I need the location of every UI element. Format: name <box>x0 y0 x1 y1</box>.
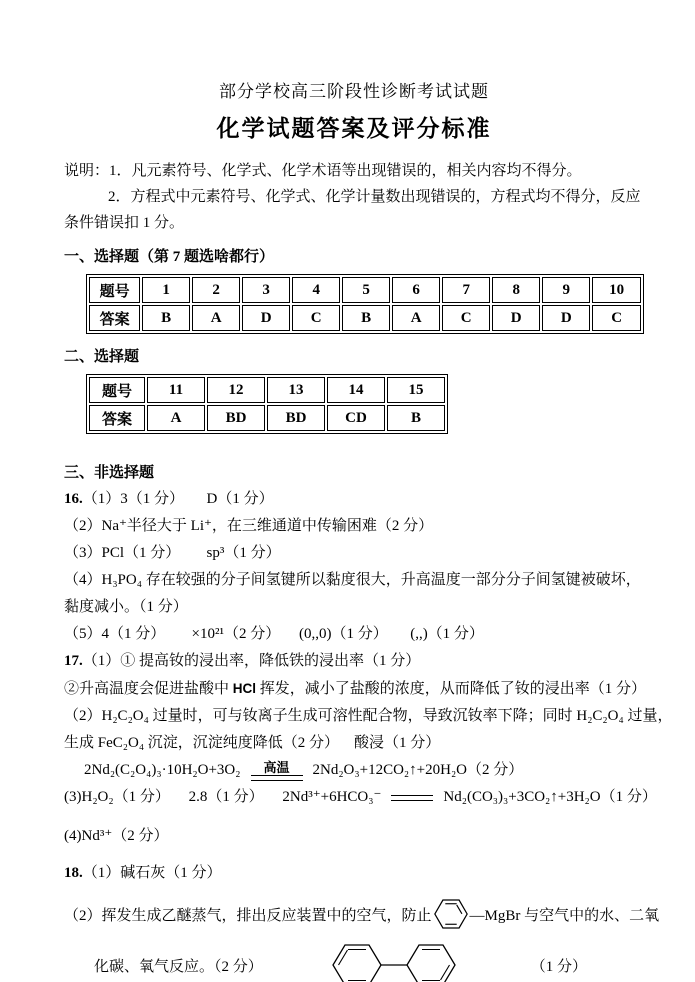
equals-double-line <box>391 795 433 801</box>
answer-cell: CD <box>327 405 385 431</box>
note-line-1: 说明：1．凡元素符号、化学式、化学术语等出现错误的，相关内容均不得分。 <box>64 163 582 179</box>
note-line-3: 条件错误扣 1 分。 <box>64 215 185 231</box>
q17-part-5a: (3)H₂O₂（1 分） 2.8（1 分） 2Nd³⁺+6HCO₃⁻ <box>64 789 382 805</box>
table-row <box>89 377 445 403</box>
section-1-heading: 一、选择题（第 7 题选啥都行） <box>64 249 275 265</box>
question-number-cell: 7 <box>442 277 490 303</box>
q17-part-2c: 挥发，减小了盐酸的浓度，从而降低了钕的浸出率（1 分） <box>256 681 647 697</box>
page-subtitle: 部分学校高三阶段性诊断考试试题 <box>219 82 489 101</box>
table-row <box>89 405 445 431</box>
section-3-heading: 三、非选择题 <box>64 465 155 481</box>
question-number-cell: 1 <box>142 277 190 303</box>
q17-equation-1 <box>64 757 644 784</box>
question-number-cell: 8 <box>492 277 540 303</box>
section-2-heading: 二、选择题 <box>64 349 140 365</box>
answer-cell: B <box>342 305 390 331</box>
answer-cell: A <box>147 405 205 431</box>
q17-line-1 <box>64 648 644 675</box>
note-line-2: 2．方程式中元素符号、化学式、化学计量数出现错误的，方程式均不得分，反应 <box>108 189 641 205</box>
answer-cell: B <box>142 305 190 331</box>
question-number-cell: 10 <box>592 277 641 303</box>
q16-number: 16. <box>64 491 83 507</box>
q18-part-1: （1）碱石灰（1 分） <box>82 865 222 881</box>
question-number-cell: 4 <box>292 277 340 303</box>
reaction-equals-line <box>251 775 303 781</box>
q16-line-1 <box>64 486 644 513</box>
q16-line-2: （2）Na⁺半径大于 Li⁺，在三维通道中传输困难（2 分） <box>64 518 434 534</box>
answer-table-1 <box>86 274 644 334</box>
answer-cell: A <box>392 305 440 331</box>
row-header-answer: 答案 <box>89 305 140 331</box>
question-16-block <box>64 486 644 648</box>
answer-cell: C <box>592 305 641 331</box>
answer-table-2 <box>86 374 448 434</box>
biphenyl-structure-icon <box>319 937 469 982</box>
q17-number: 17. <box>64 653 83 669</box>
answer-cell: C <box>292 305 340 331</box>
answer-cell: C <box>442 305 490 331</box>
question-18-block <box>64 860 660 982</box>
q17-part-2a: ②升高温度会促进盐酸中 <box>64 681 233 697</box>
q18-part-3b: （1 分） <box>530 958 588 975</box>
q17-hcl-formula: HCl <box>232 681 257 696</box>
equation-right-side: 2Nd₂O₃+12CO₂↑+20H₂O（2 分） <box>312 762 524 778</box>
question-number-cell: 15 <box>387 377 445 403</box>
question-number-cell: 2 <box>192 277 240 303</box>
question-number-cell: 3 <box>242 277 290 303</box>
question-17-block <box>64 648 673 850</box>
question-number-cell: 6 <box>392 277 440 303</box>
answer-cell: D <box>542 305 590 331</box>
answer-cell: BD <box>267 405 325 431</box>
q17-line-6: (4)Nd³⁺（2 分） <box>64 828 169 844</box>
q17-line-3: （2）H₂C₂O₄ 过量时，可与钕离子生成可溶性配合物，导致沉钕率下降；同时 H₂C₂O₄ 过量， <box>64 708 673 724</box>
q18-line-2 <box>64 893 660 935</box>
q18-part-2a: （2）挥发生成乙醚蒸气，排出反应装置中的空气，防止 <box>64 907 432 924</box>
row-header-number: 题号 <box>89 377 145 403</box>
answer-cell: D <box>242 305 290 331</box>
answer-cell: BD <box>207 405 265 431</box>
q16-line-4a: （4）H₃PO₄ 存在较强的分子间氢键所以黏度很大，升高温度一部分分子间氢键被破坏， <box>64 572 641 588</box>
q17-line-5 <box>64 784 657 811</box>
q17-part-1: （1）① 提高钕的浸出率，降低铁的浸出率（1 分） <box>82 653 421 669</box>
question-number-cell: 5 <box>342 277 390 303</box>
question-number-cell: 14 <box>327 377 385 403</box>
q18-number: 18. <box>64 865 83 881</box>
answer-cell: D <box>492 305 540 331</box>
q18-part-2b: —MgBr 与空气中的水、二氧 <box>469 907 660 924</box>
document-content <box>64 80 673 982</box>
answer-cell: A <box>192 305 240 331</box>
q18-part-3a: 化碳、氧气反应。（2 分） <box>94 958 263 975</box>
question-number-cell: 13 <box>267 377 325 403</box>
notes-block <box>64 158 644 236</box>
page-title: 化学试题答案及评分标准 <box>216 116 492 141</box>
condition-label: 高温 <box>263 760 290 775</box>
q17-line-4: 生成 FeC₂O₄ 沉淀，沉淀纯度降低（2 分） 酸浸（1 分） <box>64 735 441 751</box>
q16-line-3: （3）PCl（1 分） sp³（1 分） <box>64 545 281 561</box>
q17-part-5b: Nd₂(CO₃)₃+3CO₂↑+3H₂O（1 分） <box>443 789 657 805</box>
q17-line-2 <box>64 675 647 703</box>
q16-line-5: （5）4（1 分） ×10²¹（2 分） (0,,0)（1 分） (,,)（1 分） <box>64 626 484 642</box>
q18-line-1 <box>64 860 644 887</box>
row-header-answer: 答案 <box>89 405 145 431</box>
row-header-number: 题号 <box>89 277 140 303</box>
equation-left-side: 2Nd₂(C₂O₄)₃·10H₂O+3O₂ <box>84 762 241 778</box>
question-number-cell: 9 <box>542 277 590 303</box>
reaction-condition <box>251 760 303 781</box>
question-number-cell: 12 <box>207 377 265 403</box>
table-row <box>89 305 641 331</box>
q16-part-1: （1）3（1 分） D（1 分） <box>82 491 274 507</box>
table-row <box>89 277 641 303</box>
q16-line-4b: 黏度减小。（1 分） <box>64 599 188 615</box>
question-number-cell: 11 <box>147 377 205 403</box>
benzene-ring-icon <box>432 895 470 933</box>
q18-line-3 <box>64 937 644 982</box>
answer-cell: B <box>387 405 445 431</box>
